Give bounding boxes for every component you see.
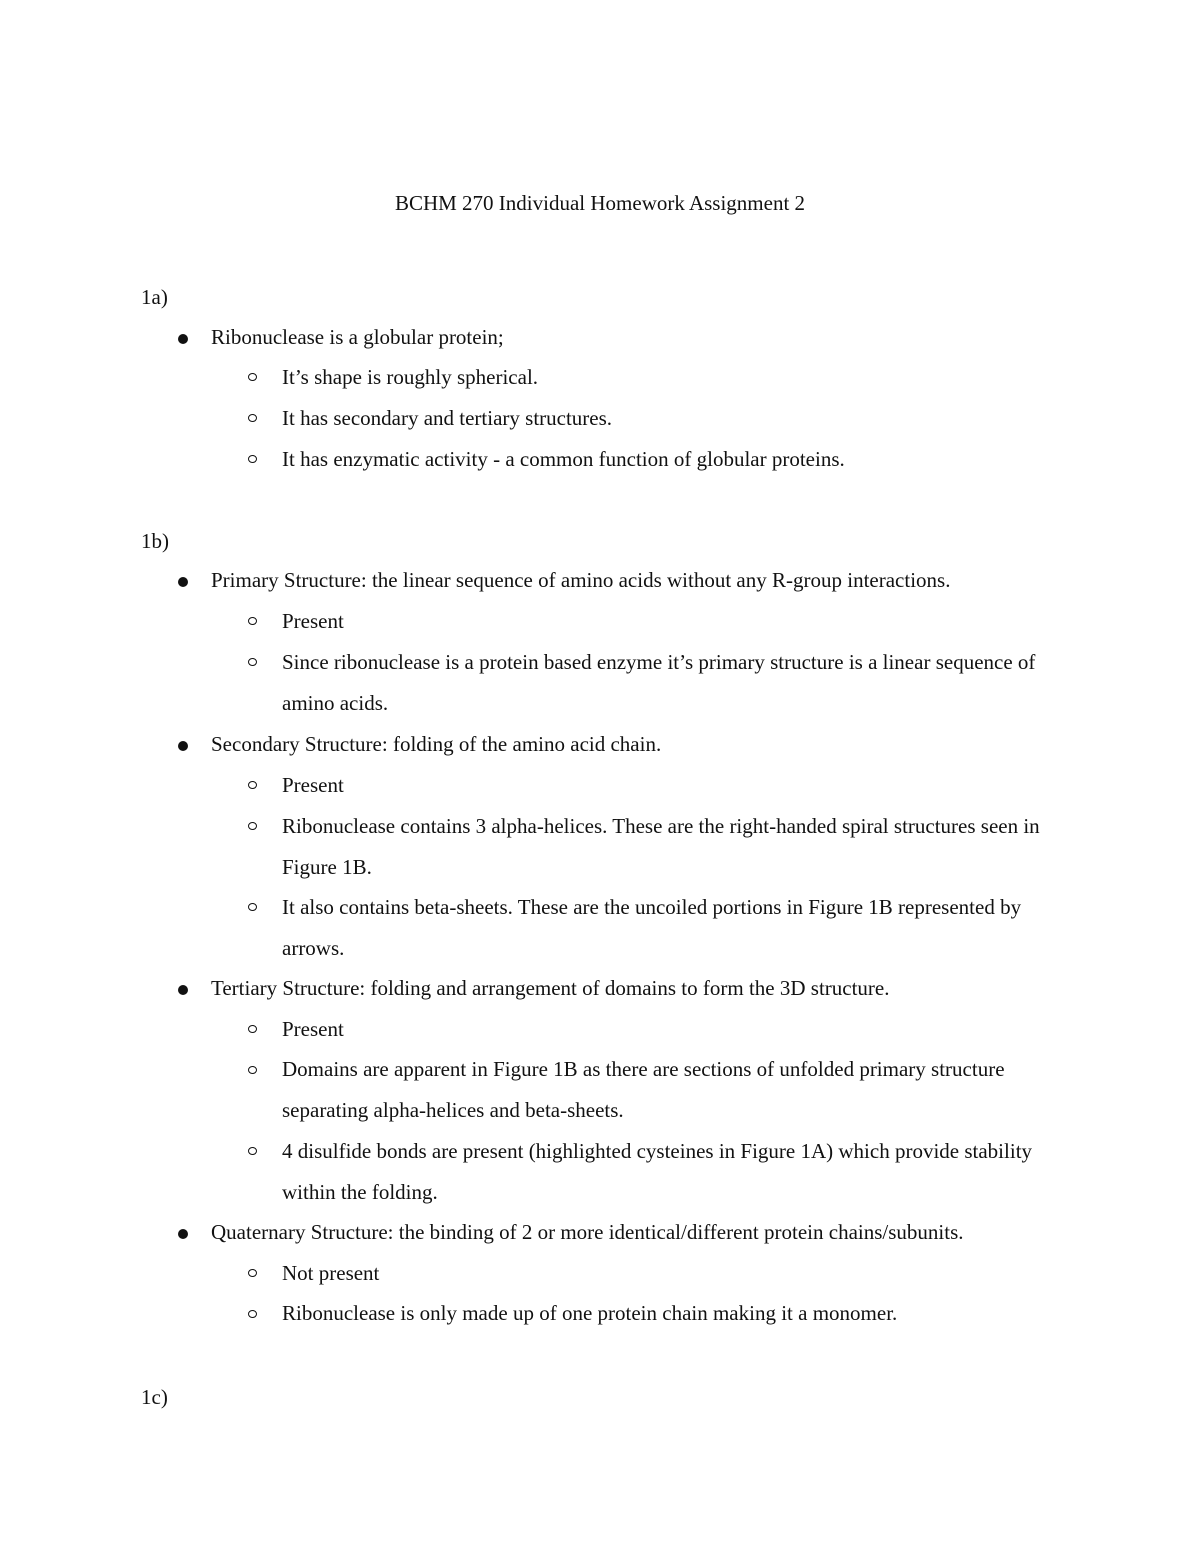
section-label-1b: 1b) <box>141 529 169 553</box>
sub-bullet-item: Ribonuclease contains 3 alpha-helices. These are the right-handed spiral structures seen in Figure 1B. <box>282 814 1040 879</box>
open-bullet-icon <box>248 414 257 422</box>
open-bullet-icon <box>248 1025 257 1033</box>
sub-bullet-item: It has secondary and tertiary structures. <box>282 406 613 430</box>
sub-bullet-item: Ribonuclease is only made up of one protein chain making it a monomer. <box>282 1301 898 1325</box>
open-bullet-icon <box>248 1269 257 1277</box>
open-bullet-icon <box>248 373 257 381</box>
bullet-item-tertiary-structure: Tertiary Structure: folding and arrangement of domains to form the 3D structure. <box>211 976 890 1000</box>
open-bullet-icon <box>248 1147 257 1155</box>
sub-bullet-item: Present <box>282 773 344 797</box>
sub-bullet-item: It’s shape is roughly spherical. <box>282 365 539 389</box>
open-bullet-icon <box>248 1066 257 1074</box>
bullet-item-secondary-structure: Secondary Structure: folding of the amino acid chain. <box>211 732 662 756</box>
open-bullet-icon <box>248 1310 257 1318</box>
sub-bullet-item: It also contains beta-sheets. These are the uncoiled portions in Figure 1B represented by arrows. <box>282 895 1022 960</box>
sub-bullet-item: It has enzymatic activity - a common function of globular proteins. <box>282 447 845 471</box>
open-bullet-icon <box>248 455 257 463</box>
section-label-1c: 1c) <box>141 1385 168 1409</box>
open-bullet-icon <box>248 617 257 625</box>
filled-bullet-icon <box>178 334 188 344</box>
document-title: BCHM 270 Individual Homework Assignment 2 <box>394 191 806 215</box>
bullet-item: Ribonuclease is a globular protein; <box>211 325 504 349</box>
sub-bullet-item: Present <box>282 609 344 633</box>
open-bullet-icon <box>248 658 257 666</box>
bullet-item-primary-structure: Primary Structure: the linear sequence of amino acids without any R-group interactions. <box>211 568 951 592</box>
sub-bullet-item: Domains are apparent in Figure 1B as there are sections of unfolded primary structure separating alpha-helices and beta-sheets. <box>282 1057 1005 1122</box>
open-bullet-icon <box>248 903 257 911</box>
sub-bullet-item: 4 disulfide bonds are present (highlighted cysteines in Figure 1A) which provide stability within the folding. <box>282 1139 1033 1204</box>
sub-bullet-item: Present <box>282 1017 344 1041</box>
filled-bullet-icon <box>178 577 188 587</box>
filled-bullet-icon <box>178 741 188 751</box>
bullet-item-quaternary-structure: Quaternary Structure: the binding of 2 or more identical/different protein chains/subunits. <box>211 1220 964 1244</box>
sub-bullet-item: Since ribonuclease is a protein based enzyme it’s primary structure is a linear sequence of amino acids. <box>282 650 1036 715</box>
section-label-1a: 1a) <box>141 285 168 309</box>
open-bullet-icon <box>248 781 257 789</box>
filled-bullet-icon <box>178 1229 188 1239</box>
sub-bullet-item: Not present <box>282 1261 380 1285</box>
open-bullet-icon <box>248 822 257 830</box>
filled-bullet-icon <box>178 985 188 995</box>
